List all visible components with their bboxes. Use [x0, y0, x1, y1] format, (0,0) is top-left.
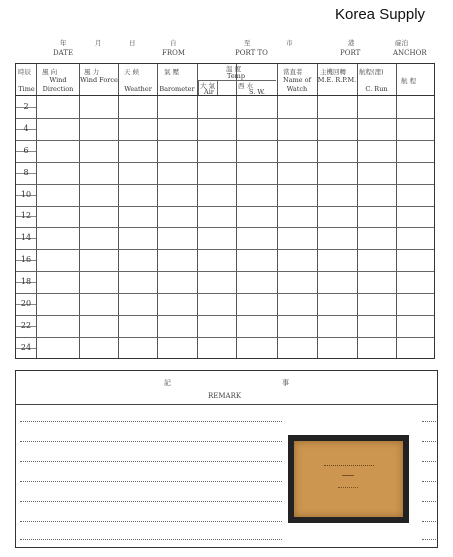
run-cjk: 航程(浬)	[359, 68, 384, 76]
col-divider	[36, 64, 37, 358]
port-cjk: 港	[348, 39, 355, 47]
wind-force-cjk: 風 力	[84, 68, 100, 76]
time-label: 20	[20, 299, 32, 309]
temp-subdivider	[198, 80, 199, 95]
weather-cjk: 天 候	[124, 68, 140, 76]
col-divider	[357, 64, 358, 358]
remarks-dotted-line	[20, 421, 282, 422]
remarks-dotted-line	[20, 481, 282, 482]
temp-header: Temp	[226, 72, 245, 80]
engine-header: M.E. R.P.M.	[317, 76, 357, 84]
log-book-cover	[294, 441, 403, 517]
row-divider	[16, 118, 434, 119]
row-divider	[16, 315, 434, 316]
remarks-dotted-line	[422, 441, 436, 442]
remarks-dotted-line	[20, 461, 282, 462]
course-cjk: 航 程	[401, 77, 417, 85]
row-divider	[16, 140, 434, 141]
remarks-dotted-line	[20, 501, 282, 502]
cover-subtitle-mark	[342, 475, 354, 478]
remarks-dotted-line	[422, 501, 436, 502]
row-divider	[16, 206, 434, 207]
watch-header: Name of Watch	[283, 76, 311, 93]
cover-title-mark	[324, 465, 374, 468]
wind-direction-cjk: 風 向	[42, 68, 58, 76]
row-divider	[16, 271, 434, 272]
remarks-cjk-2: 事	[282, 379, 289, 387]
air-header: Air	[204, 88, 214, 96]
remarks-dotted-line	[422, 481, 436, 482]
remarks-label: REMARK	[208, 392, 242, 400]
col-divider	[396, 64, 397, 358]
temp-split	[217, 80, 218, 95]
wind-direction-header: Wind Direction	[42, 76, 74, 93]
time-label: 14	[20, 233, 32, 243]
year-cjk: 年	[60, 39, 67, 47]
col-divider	[317, 64, 318, 358]
log-book-photo	[288, 435, 409, 523]
row-divider	[16, 184, 434, 185]
col-divider	[79, 64, 80, 358]
col-divider	[118, 64, 119, 358]
port-to-label: PORT TO	[235, 49, 268, 57]
sea-water-cjk: 西 水	[238, 82, 254, 90]
anchor-cjk: 碇泊	[395, 39, 408, 47]
time-label: 6	[23, 145, 29, 155]
date-label: DATE	[53, 49, 74, 57]
time-label: 8	[23, 167, 29, 177]
air-cjk: 大 氣	[200, 82, 216, 90]
col-divider	[197, 64, 198, 358]
brand-name: Korea Supply	[335, 6, 426, 23]
row-divider	[16, 249, 434, 250]
time-label: 12	[20, 211, 32, 221]
row-divider	[16, 337, 434, 338]
anchor-label: ANCHOR	[393, 49, 427, 57]
remarks-dotted-line	[422, 421, 436, 422]
remarks-header-line	[16, 404, 437, 405]
to-cjk: 至	[244, 39, 251, 47]
time-label: 2	[23, 101, 29, 111]
time-label: 10	[20, 189, 32, 199]
barometer-cjk: 氣 壓	[164, 68, 180, 76]
remarks-dotted-line	[422, 539, 436, 540]
run-header: C. Run	[365, 85, 388, 93]
log-table	[15, 63, 435, 359]
wind-force-header: Wind Force	[80, 76, 118, 84]
city-cjk: 市	[286, 39, 293, 47]
time-cjk: 時辰	[18, 68, 31, 76]
time-label: 16	[20, 255, 32, 265]
time-label: 4	[23, 123, 29, 133]
day-cjk: 日	[129, 39, 136, 47]
remarks-dotted-line	[20, 539, 282, 540]
row-divider	[16, 162, 434, 163]
time-label: 22	[20, 320, 32, 330]
barometer-header: Barometer	[159, 85, 195, 93]
from-label: FROM	[162, 49, 186, 57]
header-divider	[16, 95, 434, 96]
remarks-dotted-line	[422, 521, 436, 522]
weather-header: Weather	[124, 85, 152, 93]
engine-cjk: 主機回轉	[320, 68, 346, 76]
remarks-cjk-1: 記	[164, 379, 171, 387]
col-divider	[277, 64, 278, 358]
row-divider	[16, 227, 434, 228]
port-label: PORT	[340, 49, 361, 57]
col-divider	[157, 64, 158, 358]
remarks-dotted-line	[422, 461, 436, 462]
remarks-dotted-line	[20, 441, 282, 442]
time-label: 24	[20, 342, 32, 352]
time-header: Time	[18, 85, 35, 93]
time-label: 18	[20, 277, 32, 287]
temp-cjk: 温 度	[226, 65, 242, 73]
sea-water-header: S. W.	[249, 88, 265, 96]
cover-line-mark	[338, 487, 358, 488]
watch-cjk: 當直者	[283, 68, 303, 76]
month-cjk: 月	[95, 39, 102, 47]
col-divider	[236, 64, 237, 358]
remarks-dotted-line	[20, 521, 282, 522]
row-divider	[16, 293, 434, 294]
from-cjk: 自	[170, 39, 177, 47]
